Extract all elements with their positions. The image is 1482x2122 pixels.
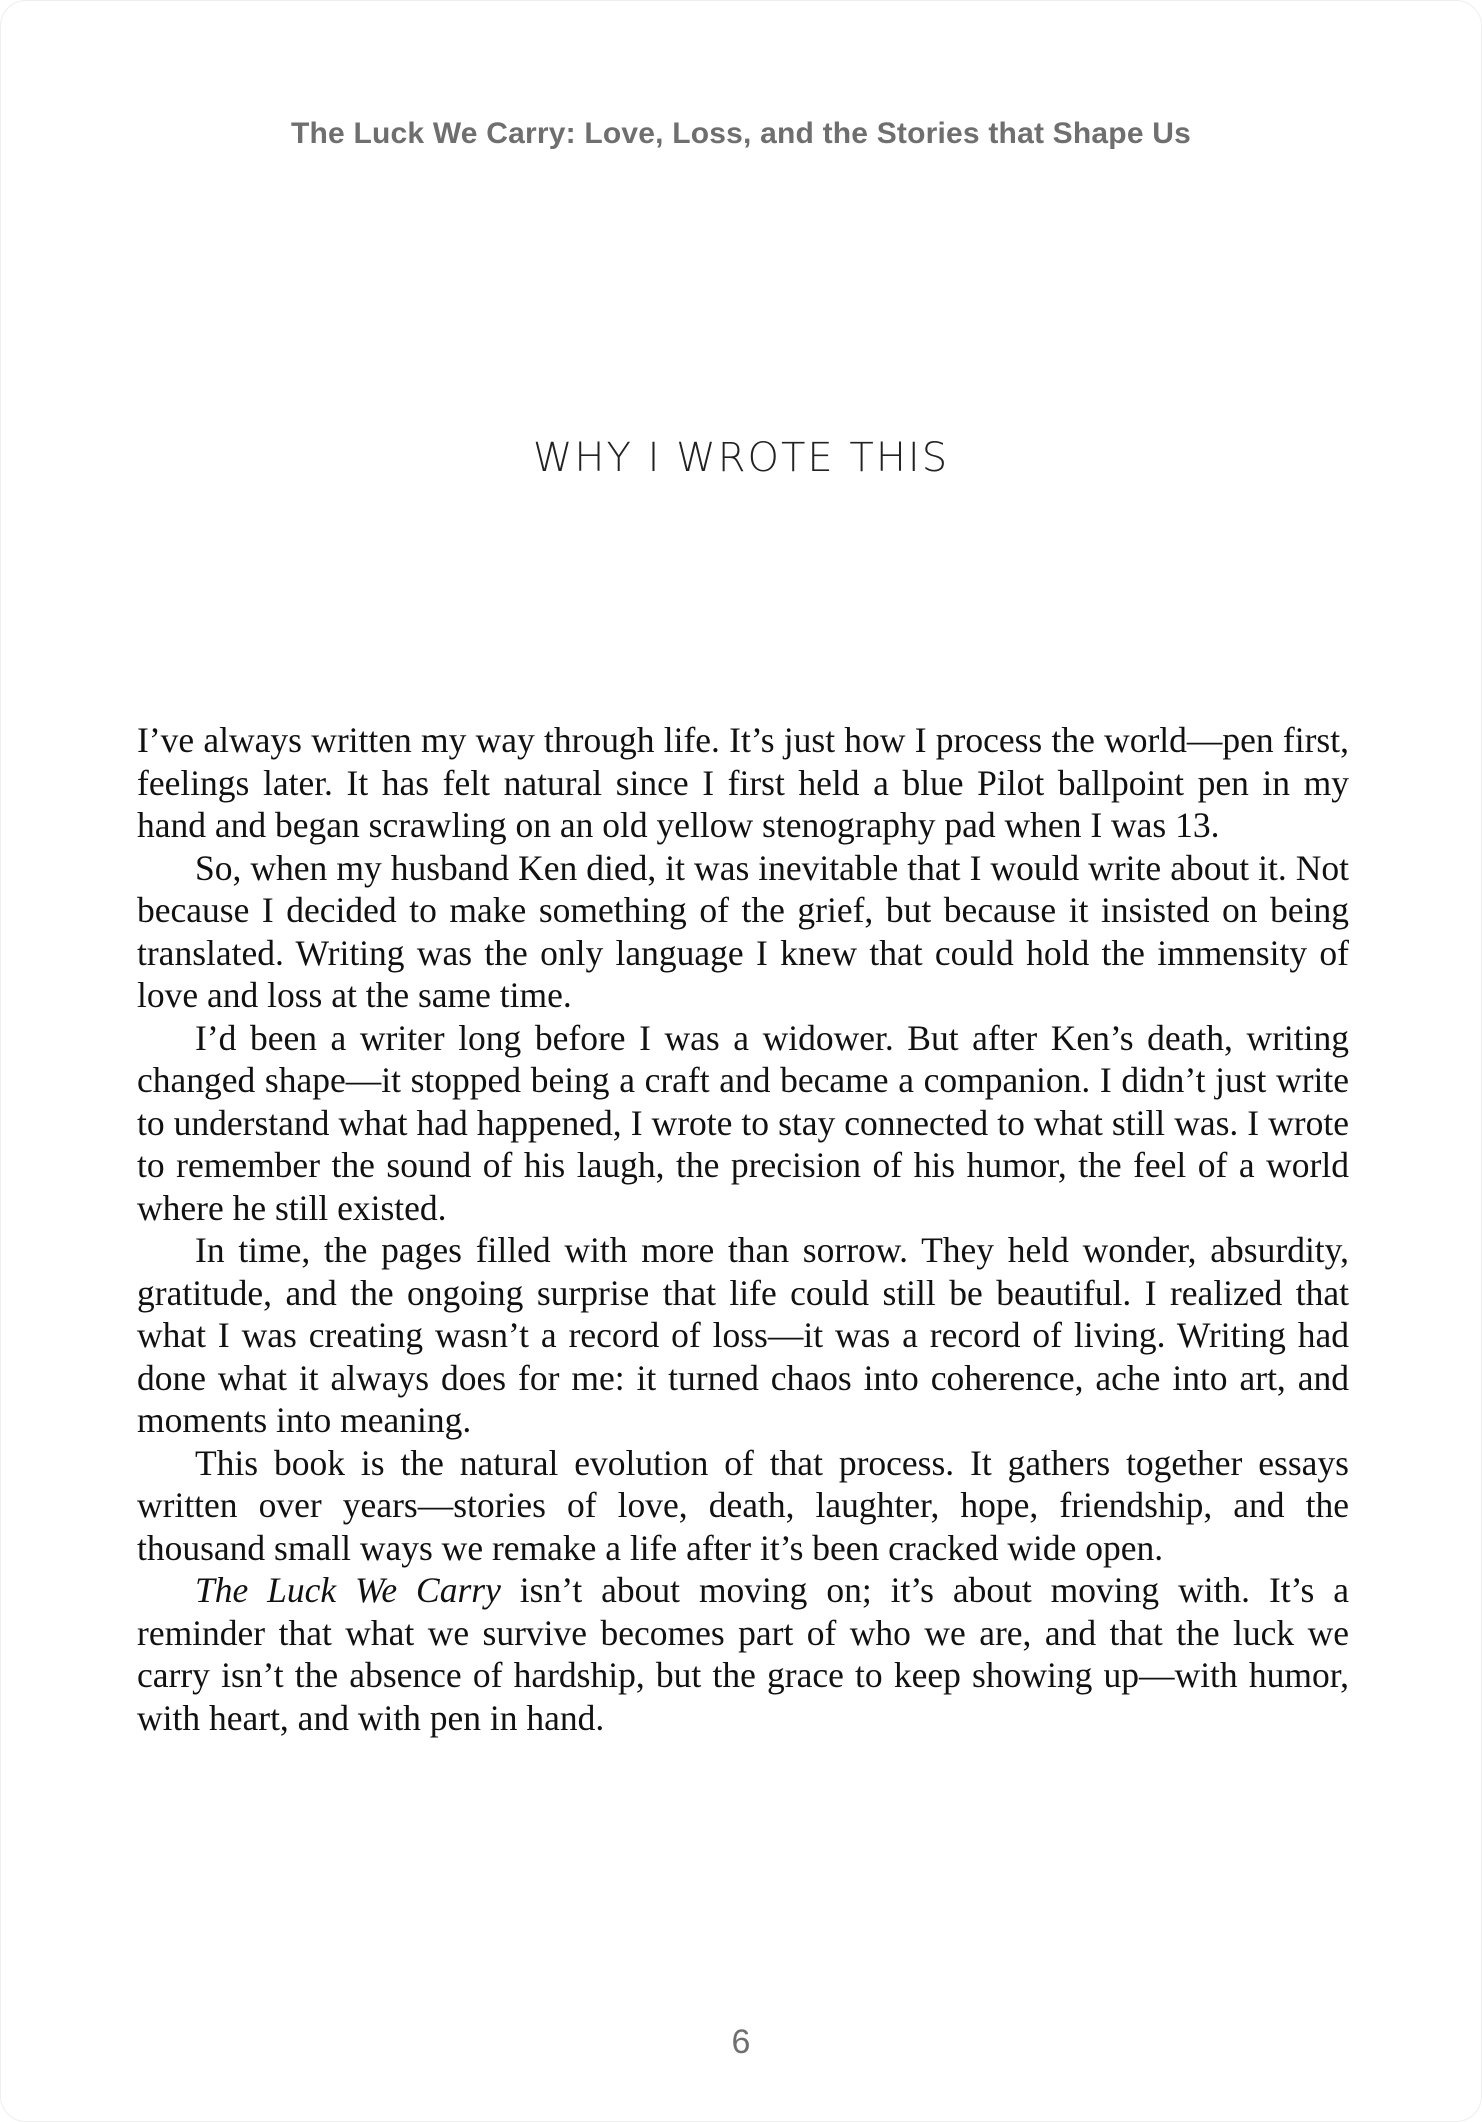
running-header: The Luck We Carry: Love, Loss, and the Stories that Shape Us <box>291 117 1191 150</box>
paragraph: In time, the pages filled with more than sorrow. They held wonder, absurdity, gratitude, and the ongoing surprise that life could still be beautiful. I realized that what I was creating wasn’t a record of loss—it was a record of living. Writing had done what it always does for me: it turned chaos into coherence, ache into art, and moments into meaning. <box>137 1230 1349 1440</box>
chapter-title: WHY I WROTE THIS <box>532 435 950 481</box>
paragraph: I’d been a writer long before I was a widower. But after Ken’s death, writing changed shape—it stopped being a craft and became a companion. I didn’t just write to understand what had happened, I wrote to stay connected to what still was. I wrote to remember the sound of his laugh, the precision of his humor, the feel of a world where he still existed. <box>137 1017 1349 1228</box>
page-number: 6 <box>731 2023 751 2061</box>
paragraph: This book is the natural evolution of that process. It gathers together essays written over years—stories of love, death, laughter, hope, friendship, and the thousand small ways we remake a life after it’s been cracked wide open. <box>137 1442 1349 1568</box>
book-title-italic: The Luck We Carry <box>195 1570 501 1610</box>
paragraph-text: isn’t about moving on; it’s about moving with. It’s a reminder that what we survive becomes part of who we are, and that the luck we carry isn’t the absence of hardship, but the grace to keep showing up—with humor, with heart, and with pen in hand. <box>137 1570 1349 1738</box>
chapter-body <box>137 719 1349 1739</box>
paragraph: So, when my husband Ken died, it was inevitable that I would write about it. Not because I decided to make something of the grief, but because it insisted on being translated. Writing was the only language I knew that could hold the immensity of love and loss at the same time. <box>137 847 1349 1015</box>
paragraph <box>137 1569 1349 1739</box>
paragraph: I’ve always written my way through life. It’s just how I process the world—pen first, feelings later. It has felt natural since I first held a blue Pilot ballpoint pen in my hand and began scrawling on an old yellow stenography pad when I was 13. <box>137 720 1349 845</box>
